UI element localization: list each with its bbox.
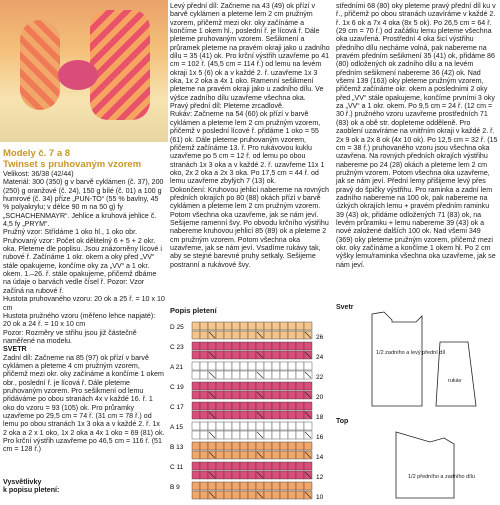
photo-yarn xyxy=(58,60,98,90)
chart-cell xyxy=(240,382,248,390)
chart-cell xyxy=(264,471,272,479)
chart-cell xyxy=(232,411,240,419)
chart-cell xyxy=(304,482,312,490)
chart-cell xyxy=(224,442,232,450)
chart-cell xyxy=(296,431,304,439)
chart-cell xyxy=(272,422,280,430)
chart-cell xyxy=(264,351,272,359)
chart-row-label: A 21 xyxy=(170,364,184,371)
chart-cell xyxy=(200,351,208,359)
chart-cell xyxy=(192,422,200,430)
chart-cell xyxy=(272,402,280,410)
back-paragraph: Zadní díl: Začneme na 85 (97) ok přízí v barvě cyklámen a pleteme 4 cm pružným vzorem, přičemž mezi okr. oky začínáme a končíme 1 okem obr., poslední ř. je lícová ř. Dále pleteme pruhovaným vzorem. Pro sešikmení od lemu přidáváme po obou stranách 4x v každé 16. ř. 1 oko do vzoru = 93 (105) ok. Pro průramky uzavřeme po 29,5 cm = 74 ř. (31 cm = 78 ř.) od lemu po obou stranách 1x 3 oka a v každé 2. ř. 1x 2 oka a 2 x 1 oko, 1x 2 oka a 4x 1 oko = 69 (81) ok. Pro krční výstřih uzavřeme po 46,5 cm = 116 ř. (51 cm = 128 ř.) xyxy=(3,353,165,454)
chart-cell xyxy=(200,451,208,459)
chart-cell xyxy=(248,431,256,439)
chart-cell xyxy=(232,491,240,499)
chart-cell xyxy=(192,442,200,450)
chart-cell xyxy=(248,331,256,339)
chart-cell xyxy=(272,431,280,439)
chart-row-label: B 9 xyxy=(170,484,180,491)
chart-cell xyxy=(304,382,312,390)
chart-cell xyxy=(232,422,240,430)
chart-cell xyxy=(264,442,272,450)
chart-cell xyxy=(248,362,256,370)
chart-cell xyxy=(208,342,216,350)
chart-cell xyxy=(288,382,296,390)
chart-cell xyxy=(264,451,272,459)
chart-cell xyxy=(280,331,288,339)
chart-cell xyxy=(264,462,272,470)
chart-cell xyxy=(280,471,288,479)
chart-cell xyxy=(280,402,288,410)
chart-cell xyxy=(192,402,200,410)
chart-cell xyxy=(240,482,248,490)
top-schematic-label: Top xyxy=(336,418,349,425)
chart-cell xyxy=(288,371,296,379)
chart-cell xyxy=(192,371,200,379)
chart-cell xyxy=(208,402,216,410)
chart-cell xyxy=(296,382,304,390)
chart-cell xyxy=(248,371,256,379)
chart-cell xyxy=(288,411,296,419)
chart-cell xyxy=(288,342,296,350)
chart-cell xyxy=(240,342,248,350)
chart-cell xyxy=(232,382,240,390)
schematic-drawing xyxy=(336,302,500,500)
chart-cell xyxy=(216,342,224,350)
legend-block xyxy=(3,478,163,495)
chart-cell xyxy=(224,471,232,479)
chart-cell xyxy=(296,411,304,419)
chart-cell xyxy=(264,371,272,379)
chart-cell xyxy=(256,382,264,390)
chart-cell xyxy=(296,402,304,410)
chart-row-number: 18 xyxy=(316,414,324,421)
chart-row-label: C 19 xyxy=(170,384,184,391)
chart-cell xyxy=(272,382,280,390)
chart-cell xyxy=(272,411,280,419)
chart-cell xyxy=(264,342,272,350)
rib-paragraph: Pružný vzor: Střídáme 1 oko hl., 1 oko obr. xyxy=(3,228,138,237)
chart-cell xyxy=(280,491,288,499)
chart-row-number: 14 xyxy=(316,454,324,461)
chart-cell xyxy=(192,411,200,419)
chart-row-number: 12 xyxy=(316,474,324,481)
chart-cell xyxy=(240,411,248,419)
model-name-title: Twinset s pruhovaným vzorem xyxy=(3,159,142,170)
chart-cell xyxy=(248,391,256,399)
chart-cell xyxy=(272,322,280,330)
chart-cell xyxy=(288,322,296,330)
chart-cell xyxy=(264,422,272,430)
chart-cell xyxy=(280,362,288,370)
chart-cell xyxy=(232,471,240,479)
chart-cell xyxy=(208,482,216,490)
chart-cell xyxy=(264,491,272,499)
chart-cell xyxy=(288,331,296,339)
chart-cell xyxy=(240,402,248,410)
svetr-heading: SVETR xyxy=(3,345,27,354)
chart-cell xyxy=(280,451,288,459)
chart-cell xyxy=(200,482,208,490)
chart-cell xyxy=(272,491,280,499)
chart-cell xyxy=(304,342,312,350)
chart-cell xyxy=(248,402,256,410)
chart-cell xyxy=(296,422,304,430)
chart-cell xyxy=(248,411,256,419)
svetr-schematic-label: Svetr xyxy=(336,304,354,311)
chart-cell xyxy=(200,371,208,379)
chart-cell xyxy=(232,362,240,370)
chart-cell xyxy=(296,371,304,379)
chart-row-label: C 11 xyxy=(170,464,184,471)
chart-cell xyxy=(296,391,304,399)
chart-cell xyxy=(272,462,280,470)
chart-cell xyxy=(216,431,224,439)
chart-cell xyxy=(200,422,208,430)
chart-cell xyxy=(216,462,224,470)
chart-cell xyxy=(240,442,248,450)
chart-cell xyxy=(224,362,232,370)
chart-cell xyxy=(216,402,224,410)
chart-cell xyxy=(224,451,232,459)
chart-cell xyxy=(288,442,296,450)
schematic-area xyxy=(336,302,500,500)
chart-cell xyxy=(296,491,304,499)
chart-row-number: 22 xyxy=(316,374,324,381)
chart-cell xyxy=(296,482,304,490)
chart-cell xyxy=(224,351,232,359)
chart-cell xyxy=(264,391,272,399)
chart-cell xyxy=(200,491,208,499)
chart-cell xyxy=(240,331,248,339)
chart-cell xyxy=(280,391,288,399)
chart-cell xyxy=(240,451,248,459)
chart-cell xyxy=(280,382,288,390)
chart-cell xyxy=(248,451,256,459)
chart-cell xyxy=(304,362,312,370)
chart-cell xyxy=(272,351,280,359)
chart-cell xyxy=(248,482,256,490)
chart-cell xyxy=(200,431,208,439)
chart-cell xyxy=(200,471,208,479)
material-paragraph: Materiál: 300 (350) g v barvě cyklámen (č. 37), 200 (250) g oranžové (č. 24), 150 g bílé (č. 01) a 100 g humrové (č. 34) příze „PUN-TO“ (55 % bavlny, 45 % polyakrylu; v délce 90 m na 50 g) fy „SCHACHENMAYR“. Jehlice a kruhová jehlice č. 4,5 fy „PRYM“. xyxy=(3,178,164,229)
chart-cell xyxy=(264,411,272,419)
chart-cell xyxy=(232,402,240,410)
chart-cell xyxy=(296,342,304,350)
chart-row-number: 24 xyxy=(316,354,324,361)
chart-cell xyxy=(288,402,296,410)
chart-cell xyxy=(264,431,272,439)
chart-cell xyxy=(192,322,200,330)
chart-cell xyxy=(256,402,264,410)
chart-cell xyxy=(224,391,232,399)
chart-cell xyxy=(240,322,248,330)
chart-row-label: C 17 xyxy=(170,404,184,411)
chart-cell xyxy=(224,422,232,430)
chart-cell xyxy=(192,431,200,439)
chart-cell xyxy=(240,391,248,399)
sleeve-paragraph: Rukáv: Začneme na 54 (60) ok přízí v barvě cyklámen a pleteme lem 2 cm pružným vzorem, přičemž v poslední lícové ř. přidáme 1 oko = 55 (61) ok. Dále pleteme pruhovaným vzorem, přičemž začínáme 13. ř. Pro rukávovou kuklu uzavřeme po 5 cm = 12 ř. od lemu po obou stranách 1x 3 oka a v každé 2. ř. uzavřeme 11x 1 oko, 2x 2 oka a 2x 3 oka. Po 17,5 cm = 44 ř. od lemu uzavřeme zbylých 7 (13) ok. xyxy=(170,110,325,186)
photo-sleeve-left xyxy=(20,20,60,110)
column-2 xyxy=(170,2,330,269)
model-number-title: Modely č. 7 a 8 xyxy=(3,148,71,159)
chart-cell xyxy=(248,471,256,479)
chart-cell xyxy=(224,371,232,379)
svetr-piece-label: 1/2 zadního a levý přední díl xyxy=(376,350,446,356)
chart-cell xyxy=(240,351,248,359)
chart-cell xyxy=(272,331,280,339)
chart-cell xyxy=(208,362,216,370)
svetr-body-outline xyxy=(372,312,422,406)
chart-cell xyxy=(256,342,264,350)
chart-cell xyxy=(280,442,288,450)
chart-cell xyxy=(200,462,208,470)
chart-cell xyxy=(248,322,256,330)
chart-cell xyxy=(224,382,232,390)
chart-cell xyxy=(232,351,240,359)
chart-cell xyxy=(216,351,224,359)
chart-cell xyxy=(288,491,296,499)
sleeve-piece-label: rukáv xyxy=(448,378,462,384)
chart-cell xyxy=(200,442,208,450)
chart-cell xyxy=(224,411,232,419)
chart-cell xyxy=(288,391,296,399)
chart-cell xyxy=(304,402,312,410)
chart-cell xyxy=(200,362,208,370)
chart-cell xyxy=(232,431,240,439)
chart-cell xyxy=(216,362,224,370)
chart-cell xyxy=(192,451,200,459)
chart-cell xyxy=(296,362,304,370)
chart-cell xyxy=(248,462,256,470)
chart-cell xyxy=(216,391,224,399)
chart-cell xyxy=(240,371,248,379)
model-photo xyxy=(0,0,168,142)
chart-cell xyxy=(216,451,224,459)
chart-row-number: 20 xyxy=(316,394,324,401)
chart-cell xyxy=(288,451,296,459)
chart-cell xyxy=(304,422,312,430)
chart-cell xyxy=(280,482,288,490)
chart-cell xyxy=(192,462,200,470)
chart-cell xyxy=(264,382,272,390)
stripe-paragraph: Pruhovaný vzor: Počet ok dělitelný 6 + 5 + 2 okr. oka. Pleteme dle poplisu. Jsou znázorněny lícové i rubové ř. Začínáme 1 okr. okem a oky před „VV“ stále opakujeme, končíme oky za „VV“ a 1 okr. okem. 1.–26. ř. stále opakujeme, přičemž dbáme na údaje o barvách vedle čísel ř. Pozor: Vzor začíná na rubové ř. xyxy=(3,236,162,295)
chart-cell xyxy=(272,362,280,370)
chart-cell xyxy=(288,471,296,479)
chart-cell xyxy=(192,342,200,350)
chart-cell xyxy=(288,351,296,359)
chart-cell xyxy=(288,482,296,490)
chart-row-number: 16 xyxy=(316,434,324,441)
chart-cell xyxy=(208,322,216,330)
chart-cell xyxy=(240,491,248,499)
chart-cell xyxy=(280,462,288,470)
chart-cell xyxy=(256,442,264,450)
chart-cell xyxy=(240,362,248,370)
knitting-chart xyxy=(170,318,334,500)
chart-cell xyxy=(216,331,224,339)
chart-cell xyxy=(192,382,200,390)
left-front-paragraph: Levý přední díl: Začneme na 43 (49) ok přízí v barvě cyklámen a pleteme lem 2 cm pružným vzorem, přičemž mezi okr. oky začínáme a končíme 1 okem hl., poslední ř. je lícová ř. Dále pleteme pruhovaným vzorem. Sešikmení a průramek pleteme na pravém okraji jako u zadního dílu = 35 (41) ok. Pro krční výstřih uzavřeme po 41 cm = 102 ř. (45,5 cm = 114 ř.) od lemu na levém okraji 1x 5 (6) ok a v každé 2. ř. uzavřeme 1x 3 oka, 1x 2 oka a 4x 1 oko. Ramenní sešikmení pleteme na pravém okraji jako u zadního dílu. Ve výšce zadního dílu uzavřeme všechna oka. xyxy=(170,2,330,102)
chart-cell xyxy=(224,342,232,350)
chart-row-label: A 15 xyxy=(170,424,184,431)
chart-cell xyxy=(304,322,312,330)
chart-cell xyxy=(256,362,264,370)
chart-cell xyxy=(272,442,280,450)
chart-cell xyxy=(200,342,208,350)
chart-cell xyxy=(248,342,256,350)
chart-cell xyxy=(232,482,240,490)
chart-cell xyxy=(296,331,304,339)
chart-cell xyxy=(232,391,240,399)
size-paragraph: Velikost: 36/38 (42/44) xyxy=(3,170,74,178)
chart-cell xyxy=(200,411,208,419)
chart-cell xyxy=(192,491,200,499)
chart-cell xyxy=(280,342,288,350)
chart-cell xyxy=(192,362,200,370)
chart-cell xyxy=(288,422,296,430)
chart-cell xyxy=(240,471,248,479)
chart-cell xyxy=(208,422,216,430)
chart-cell xyxy=(224,431,232,439)
chart-cell xyxy=(240,431,248,439)
chart-cell xyxy=(232,342,240,350)
chart-cell xyxy=(264,322,272,330)
top-instructions-paragraph: středními 68 (80) oky pleteme pravý přední díl ku v ř., přičemž po obou stranách uzavíráme v každé 2. ř. 1x 6 ok a 7x 4 oka (8x 5 ok). Po 26,5 cm = 64 ř. (29 cm = 70 ř.) od začátku lemu pleteme všechna oka uzavřená. Prostřední 4 oka šicí výstřihu předního dílu necháme volná, pak nabereme na pravém předním sešikmení 35 (41) ok, přidáme 86 (80) odložených ok zadního dílu a na levém předním sešikmení nabereme 36 (42) ok. Nad všemi 139 (163) oky pleteme pružným vzorem, přičemž začínáme okr. okem a posledními 2 oky před „VV“ stále opakujeme, končíme prvními 3 oky za „VV“ a 1 okr. okem. Po 9,5 cm = 24 ř. (12 cm = 30 ř.) pružného vzoru uzavřeme prostředních 71 (83) ok a obě str. dopleteme odděleně. Pro zaoblení uzavíráme na vnitřním okraji v každé 2. ř. 2x 9 ok a 2x 8 ok (4x 10 ok). Po 12,5 cm = 32 ř. (15 cm = 38 ř.) pruhovaného vzoru jsou všechna oka uzavřena. Na rovných předních okrajích výstřihu nabereme po 24 (28) okách a pleteme lem 2 cm pružným vzorem. Potom všechna oka uzavřeme, jak se nám jeví. Přední lemy přišijeme levý přes pravý do špičky výstřihu. Pro raminka a zadní lem zadního nabereme na 100 ok, pak nabereme na úzkých okrajích lemu + pravém předním raminku 39 (43) ok, přidáme odložených 71 (83) ok, na levém průramku + lemu nabereme 39 (43) ok a nové založené dalších 100 ok. Nad všemi 349 (369) oky pleteme pružným vzorem, přičemž mezi okr. oky začínáme a končíme 1 okem hl. Po 2 cm výšky lemu/raminka všechna oka uzavřeme, jak se nám jeví. xyxy=(336,2,498,269)
chart-cell xyxy=(208,462,216,470)
chart-cell xyxy=(200,331,208,339)
chart-cell xyxy=(224,462,232,470)
chart-cell xyxy=(232,371,240,379)
chart-cell xyxy=(296,351,304,359)
chart-cell xyxy=(208,442,216,450)
chart-cell xyxy=(192,351,200,359)
chart-cell xyxy=(248,422,256,430)
chart-cell xyxy=(232,451,240,459)
legend-subtitle: k popisu pletení: xyxy=(3,486,60,495)
chart-cell xyxy=(200,322,208,330)
chart-cell xyxy=(232,331,240,339)
chart-cell xyxy=(216,371,224,379)
chart-title: Popis pletení xyxy=(170,306,217,315)
chart-cell xyxy=(280,422,288,430)
chart-cell xyxy=(216,422,224,430)
chart-cell xyxy=(272,391,280,399)
chart-cell xyxy=(216,482,224,490)
chart-row-number: 26 xyxy=(316,334,324,341)
chart-cell xyxy=(232,322,240,330)
chart-cell xyxy=(272,471,280,479)
chart-cell xyxy=(248,442,256,450)
right-front-paragraph: Pravý přední díl: Pleteme zrcadlově. xyxy=(170,102,284,111)
chart-cell xyxy=(200,402,208,410)
photo-sleeve-right xyxy=(90,10,150,120)
chart-cell xyxy=(264,482,272,490)
chart-cell xyxy=(280,322,288,330)
column-1 xyxy=(3,148,165,454)
chart-cell xyxy=(288,431,296,439)
chart-row-number: 10 xyxy=(316,494,324,500)
chart-cell xyxy=(280,431,288,439)
chart-cell xyxy=(248,491,256,499)
chart-cell xyxy=(216,471,224,479)
chart-cell xyxy=(256,482,264,490)
chart-cell xyxy=(296,451,304,459)
chart-cell xyxy=(232,462,240,470)
chart-cell xyxy=(224,482,232,490)
chart-cell xyxy=(264,402,272,410)
chart-cell xyxy=(224,322,232,330)
chart-row-label: B 13 xyxy=(170,444,184,451)
top-piece-label: 1/2 předního a zadního dílu xyxy=(408,474,475,480)
legend-title: Vysvětlivky xyxy=(3,478,42,486)
chart-cell xyxy=(216,442,224,450)
chart-cell xyxy=(272,342,280,350)
chart-cell xyxy=(280,371,288,379)
chart-cell xyxy=(192,331,200,339)
chart-cell xyxy=(224,491,232,499)
chart-cell xyxy=(192,471,200,479)
chart-cell xyxy=(192,482,200,490)
chart-cell xyxy=(200,391,208,399)
chart-cell xyxy=(240,462,248,470)
chart-cell xyxy=(280,411,288,419)
chart-cell xyxy=(216,411,224,419)
chart-cell xyxy=(216,491,224,499)
chart-cell xyxy=(232,442,240,450)
chart-cell xyxy=(248,382,256,390)
chart-cell xyxy=(296,471,304,479)
chart-cell xyxy=(200,382,208,390)
gauge-stripe-paragraph: Hustota pruhovaného vzoru: 20 ok a 25 ř. = 10 x 10 cm xyxy=(3,295,165,312)
gauge-rib-paragraph: Hustota pružného vzoru (měřeno lehce napjaté): 20 ok a 24 ř. = 10 x 10 cm xyxy=(3,311,156,329)
chart-cell xyxy=(288,362,296,370)
chart-cell xyxy=(272,482,280,490)
chart-row-label: D 25 xyxy=(170,324,184,331)
chart-cell xyxy=(224,402,232,410)
chart-cell xyxy=(216,322,224,330)
chart-cell xyxy=(296,462,304,470)
chart-cell xyxy=(304,462,312,470)
chart-cell xyxy=(296,442,304,450)
chart-cell xyxy=(256,322,264,330)
chart-cell xyxy=(208,382,216,390)
top-body-outline xyxy=(396,432,454,498)
chart-row-label: C 23 xyxy=(170,344,184,351)
column-3 xyxy=(336,2,498,269)
chart-cell xyxy=(264,362,272,370)
chart-cell xyxy=(192,391,200,399)
chart-cell xyxy=(216,382,224,390)
chart-cell xyxy=(296,322,304,330)
finishing-paragraph: Dokončení: Kruhovou jehlicí nabereme na rovných předních okrajích po 80 (88) okách přízí v barvě cyklámen a pleteme lem 2 cm pružným vzorem. Potom všechna oka uzavřeme, jak se nám jeví. Sešijeme ramenní švy. Po obvodu krčního výstřihu nabereme kruhovou jehlicí 85 (89) ok a pleteme 2 cm pružným vzorem. Potom všechna oka uzavřeme, jak se nám jeví. Vsadíme rukávy tak, aby se stejné barevné pruhy setkaly. Sešijeme postranní a rukávové švy. xyxy=(170,185,329,269)
chart-cell xyxy=(280,351,288,359)
chart-cell xyxy=(304,442,312,450)
note-paragraph: Pozor: Rozměry ve střihu jsou již částečně naměřené na modelu. xyxy=(3,328,137,345)
chart-cell xyxy=(240,422,248,430)
chart-cell xyxy=(256,422,264,430)
chart-cell xyxy=(224,331,232,339)
chart-cell xyxy=(256,462,264,470)
chart-cell xyxy=(272,371,280,379)
chart-cell xyxy=(248,351,256,359)
chart-cell xyxy=(272,451,280,459)
chart-cell xyxy=(288,462,296,470)
chart-cell xyxy=(264,331,272,339)
